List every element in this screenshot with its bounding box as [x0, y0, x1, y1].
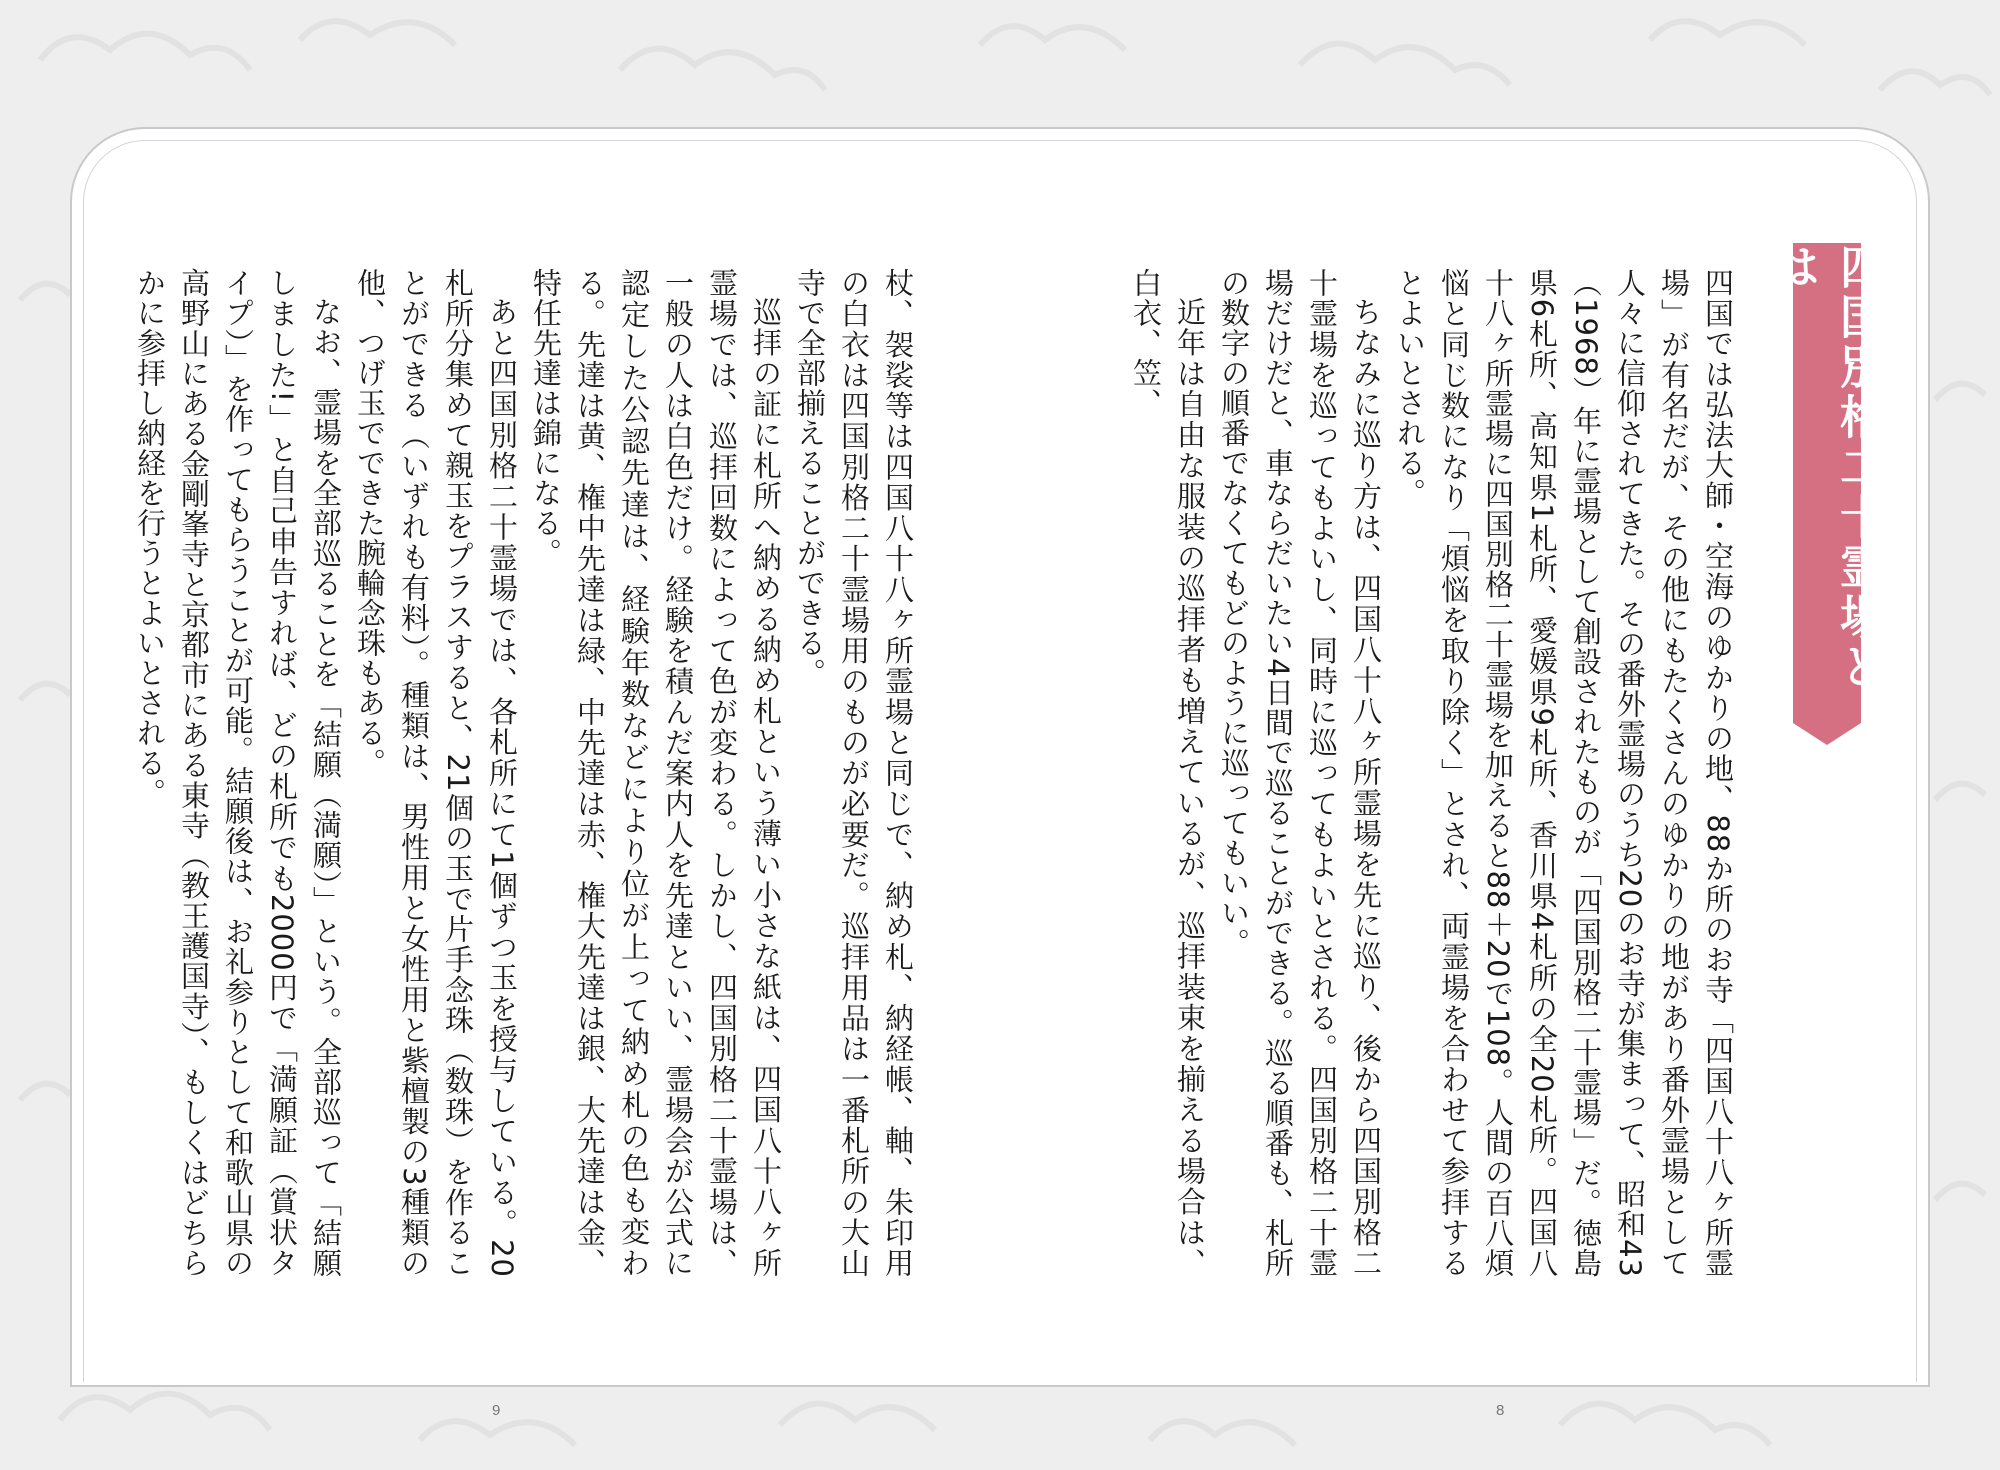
page-9-paragraph-2: 巡拝の証に札所へ納める納め札という薄い小さな紙は、四国八十八ヶ所霊場では、巡拝回数によって色が変わる。しかし、四国別格二十霊場は、一般の人は白色だけ。経験を積んだ案内人を先達といい、霊場会が公式に認定した公認先達は、経験年数などにより位が上って納め札の色も変わる。先達は黄、権中先達は緑、中先達は赤、権大先達は銀、大先達は金、特任先達は錦になる。	[529, 268, 783, 1279]
page-9-paragraph-4: なお、霊場を全部巡ることを「結願（満願）」という。全部巡って「結願しました!」と自己申告すれば、どの札所でも2000円で「満願証（賞状タイプ）」を作ってもらうことが可能。結願後は、お礼参りとして和歌山県の高野山にある金剛峯寺と京都市にある東寺（教王護国寺）、もしくはどちらかに参拝し納経を行うとよいとされる。	[133, 268, 343, 1278]
page-9-paragraph-1: 杖、袈裟等は四国八十八ヶ所霊場と同じで、納め札、納経帳、軸、朱印用の白衣は四国別格二十霊場用のものが必要だ。巡拝用品は一番札所の大山寺で全部揃えることができる。	[793, 268, 915, 1278]
page-9-body	[133, 268, 920, 1279]
page-8-paragraph-1: 四国では弘法大師・空海のゆかりの地、88か所のお寺「四国八十八ヶ所霊場」が有名だが、その他にもたくさんのゆかりの地があり番外霊場として人々に信仰されてきた。その番外霊場のうち20のお寺が集まって、昭和43（1968）年に霊場として創設されたものが「四国別格二十霊場」だ。徳島県6札所、高知県1札所、愛媛県9札所、香川県4札所の全20札所。四国八十八ヶ所霊場に四国別格二十霊場を加えると88＋20で108。人間の百八煩悩と同じ数になり「煩悩を取り除く」とされ、両霊場を合わせて参拝するとよいとされる。	[1393, 268, 1735, 1278]
section-title: 四国別格二十霊場とは	[1793, 243, 1861, 723]
page-8-body	[1129, 268, 1740, 1279]
page-8-paragraph-2: ちなみに巡り方は、四国八十八ヶ所霊場を先に巡り、後から四国別格二十霊場を巡ってもよいし、同時に巡ってもよいとされる。四国別格二十霊場だけだと、車ならだいたい4日間で巡ることができる。巡る順番も、札所の数字の順番でなくてもどのように巡ってもいい。	[1217, 268, 1383, 1279]
page-8-paragraph-3: 近年は自由な服装の巡拝者も増えているが、巡拝装束を揃える場合は、白衣、笠、	[1129, 268, 1207, 1279]
page-9-paragraph-3: あと四国別格二十霊場では、各札所にて1個ずつ玉を授与している。20札所分集めて親玉をプラスすると、21個の玉で片手念珠（数珠）を作ることができる（いずれも有料）。種類は、男性用と女性用と紫檀製の3種類の他、つげ玉でできた腕輪念珠もある。	[353, 268, 519, 1278]
page-number-9: 9	[492, 1402, 501, 1419]
page-number-8: 8	[1496, 1402, 1505, 1419]
